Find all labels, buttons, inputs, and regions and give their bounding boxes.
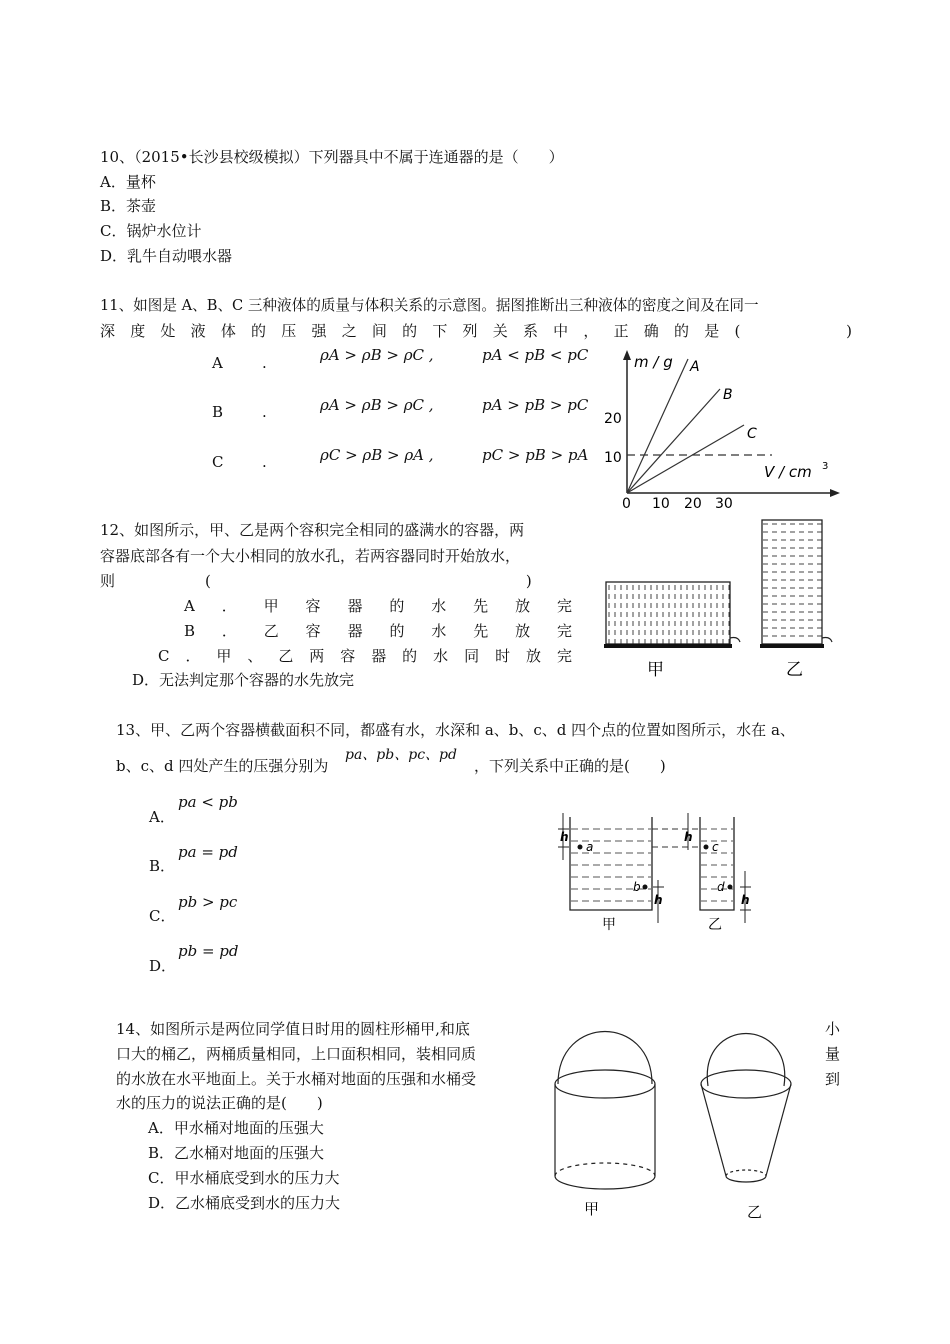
q13-stem-line2a: b、c、d 四处产生的压强分别为 bbox=[116, 757, 329, 775]
q13-stem-line1: 13、甲、乙两个容器横截面积不同，都盛有水，水深和 a、b、c、d 四个点的位置如图所示，水在 a、 bbox=[116, 721, 795, 739]
q11-option-c-rho: ρC > ρB > ρA , bbox=[320, 446, 434, 464]
q12-stem-line3: 则 ( ) bbox=[100, 572, 532, 590]
container-yi bbox=[762, 520, 822, 644]
q14-overflow-char-2: 量 bbox=[825, 1045, 841, 1063]
q13-option-d-expr: pb = pd bbox=[178, 942, 239, 960]
container-jia bbox=[606, 582, 730, 644]
bucket-jia bbox=[555, 1032, 655, 1189]
q10-stem: 10、（2015•长沙县校级模拟）下列器具中不属于连通器的是（ ） bbox=[100, 148, 564, 166]
line-c bbox=[627, 425, 744, 493]
q14-buckets-figure bbox=[548, 1024, 828, 1224]
q12-option-c: C．甲、乙两容器的水同时放完 bbox=[158, 647, 572, 665]
middle-h-label: h bbox=[684, 830, 693, 844]
q10-option-a: A．量杯 bbox=[100, 173, 156, 191]
x-tick-0: 0 bbox=[622, 496, 631, 510]
q12-stem-line2: 容器底部各有一个大小相同的放水孔，若两容器同时开始放水， bbox=[100, 547, 521, 565]
q11-stem-line1: 11、如图是 A、B、C 三种液体的质量与体积关系的示意图。据图推断出三种液体的密度之间及在同一 bbox=[100, 297, 759, 314]
q11-option-c-letter: C bbox=[212, 453, 224, 471]
q11-option-b-p: pA > pB > pC bbox=[482, 396, 589, 414]
point-b-label: b bbox=[633, 880, 641, 894]
line-c-label: C bbox=[747, 426, 757, 442]
bucket-yi-label: 乙 bbox=[747, 1203, 763, 1221]
q11-option-b-rho: ρA > ρB > ρC , bbox=[320, 396, 434, 414]
q11-mass-volume-graph bbox=[596, 345, 846, 510]
q14-stem-line4: 水的压力的说法正确的是( ) bbox=[116, 1094, 323, 1112]
x-axis-label: V / cm bbox=[764, 463, 812, 481]
d-h-label: h bbox=[741, 893, 750, 907]
x-axis-arrow bbox=[830, 489, 840, 497]
container-yi-base bbox=[760, 644, 824, 648]
q10-option-c: C．锅炉水位计 bbox=[100, 222, 202, 240]
q11-option-a-dot: . bbox=[262, 354, 267, 372]
container-yi bbox=[700, 817, 734, 910]
q12-option-a: A．甲容器的水先放完 bbox=[184, 597, 572, 615]
q10-option-b: B．茶壶 bbox=[100, 197, 157, 215]
q14-option-b: B．乙水桶对地面的压强大 bbox=[148, 1144, 325, 1162]
q11-option-b-dot: . bbox=[262, 403, 267, 421]
line-b-label: B bbox=[723, 387, 733, 403]
q12-stem-line1: 12、如图所示，甲、乙是两个容积完全相同的盛满水的容器，两 bbox=[100, 521, 525, 539]
q13-stem-line2b: ，下列关系中正确的是( ) bbox=[474, 757, 666, 775]
point-b bbox=[643, 885, 648, 890]
q13-option-c-expr: pb > pc bbox=[178, 893, 238, 911]
y-tick-10: 10 bbox=[604, 450, 622, 466]
y-axis-arrow bbox=[623, 350, 631, 360]
point-a-label: a bbox=[586, 840, 594, 854]
line-b bbox=[627, 389, 720, 493]
line-a-label: A bbox=[690, 359, 700, 375]
x-tick-30: 30 bbox=[715, 496, 733, 510]
q13-option-a-letter: A． bbox=[149, 808, 175, 826]
q14-overflow-char-1: 小 bbox=[825, 1020, 841, 1038]
q11-option-a-p: pA < pB < pC bbox=[482, 346, 589, 364]
q14-stem-line3: 的水放在水平地面上。关于水桶对地面的压强和水桶受 bbox=[116, 1070, 477, 1088]
bucket-jia-label: 甲 bbox=[584, 1200, 600, 1218]
x-tick-10: 10 bbox=[652, 496, 670, 510]
container-jia-base bbox=[604, 644, 732, 648]
q12-containers-figure bbox=[600, 512, 840, 692]
left-h-label: h bbox=[560, 830, 569, 844]
q14-stem-line1: 14、如图所示是两位同学值日时用的圆柱形桶甲,和底 bbox=[116, 1020, 470, 1038]
q13-option-a-expr: pa < pb bbox=[178, 793, 238, 811]
q10-option-d: D．乳牛自动喂水器 bbox=[100, 247, 233, 265]
q13-stem-pressures: pa、pb、pc、pd bbox=[345, 747, 457, 763]
q11-option-c-p: pC > pB > pA bbox=[482, 446, 589, 464]
y-axis-label: m / g bbox=[634, 353, 673, 371]
q12-option-b: B．乙容器的水先放完 bbox=[184, 622, 572, 640]
q13-depth-figure bbox=[550, 805, 765, 935]
container-jia bbox=[570, 817, 652, 910]
q11-stem-line2: 深度处液体的压强之间的下列关系中，正确的是( ) bbox=[100, 322, 852, 340]
point-c bbox=[704, 845, 709, 850]
point-a bbox=[578, 845, 583, 850]
point-d bbox=[728, 885, 733, 890]
q14-option-a: A．甲水桶对地面的压强大 bbox=[148, 1119, 324, 1137]
b-h-label: h bbox=[654, 893, 663, 907]
q14-option-c: C．甲水桶底受到水的压力大 bbox=[148, 1169, 340, 1187]
q11-option-b-letter: B bbox=[212, 403, 224, 421]
q14-overflow-char-3: 到 bbox=[825, 1070, 841, 1088]
x-tick-20: 20 bbox=[684, 496, 702, 510]
bucket-yi bbox=[701, 1034, 791, 1183]
q11-option-a-rho: ρA > ρB > ρC , bbox=[320, 346, 434, 364]
x-axis-label-sup: 3 bbox=[822, 461, 829, 472]
container-jia-label: 甲 bbox=[602, 917, 616, 933]
y-tick-20: 20 bbox=[604, 411, 622, 427]
container-yi-label: 乙 bbox=[708, 917, 722, 933]
q13-option-b-letter: B． bbox=[149, 857, 176, 875]
container-jia-drain-spout bbox=[730, 638, 740, 643]
container-yi-drain-spout bbox=[822, 638, 832, 643]
q11-option-c-dot: . bbox=[262, 453, 267, 471]
q13-option-d-letter: D． bbox=[149, 957, 177, 975]
q13-option-c-letter: C． bbox=[149, 907, 176, 925]
q12-option-d: D．无法判定那个容器的水先放完 bbox=[132, 671, 355, 689]
q14-option-d: D．乙水桶底受到水的压力大 bbox=[148, 1194, 341, 1212]
q11-option-a-letter: A bbox=[212, 354, 223, 372]
line-a bbox=[627, 359, 688, 493]
container-yi-label: 乙 bbox=[786, 660, 803, 680]
point-c-label: c bbox=[712, 840, 719, 854]
container-jia-label: 甲 bbox=[647, 660, 664, 680]
q13-option-b-expr: pa = pd bbox=[178, 843, 238, 861]
point-d-label: d bbox=[717, 880, 725, 894]
q14-stem-line2: 口大的桶乙，两桶质量相同，上口面积相同，装相同质 bbox=[116, 1045, 477, 1063]
